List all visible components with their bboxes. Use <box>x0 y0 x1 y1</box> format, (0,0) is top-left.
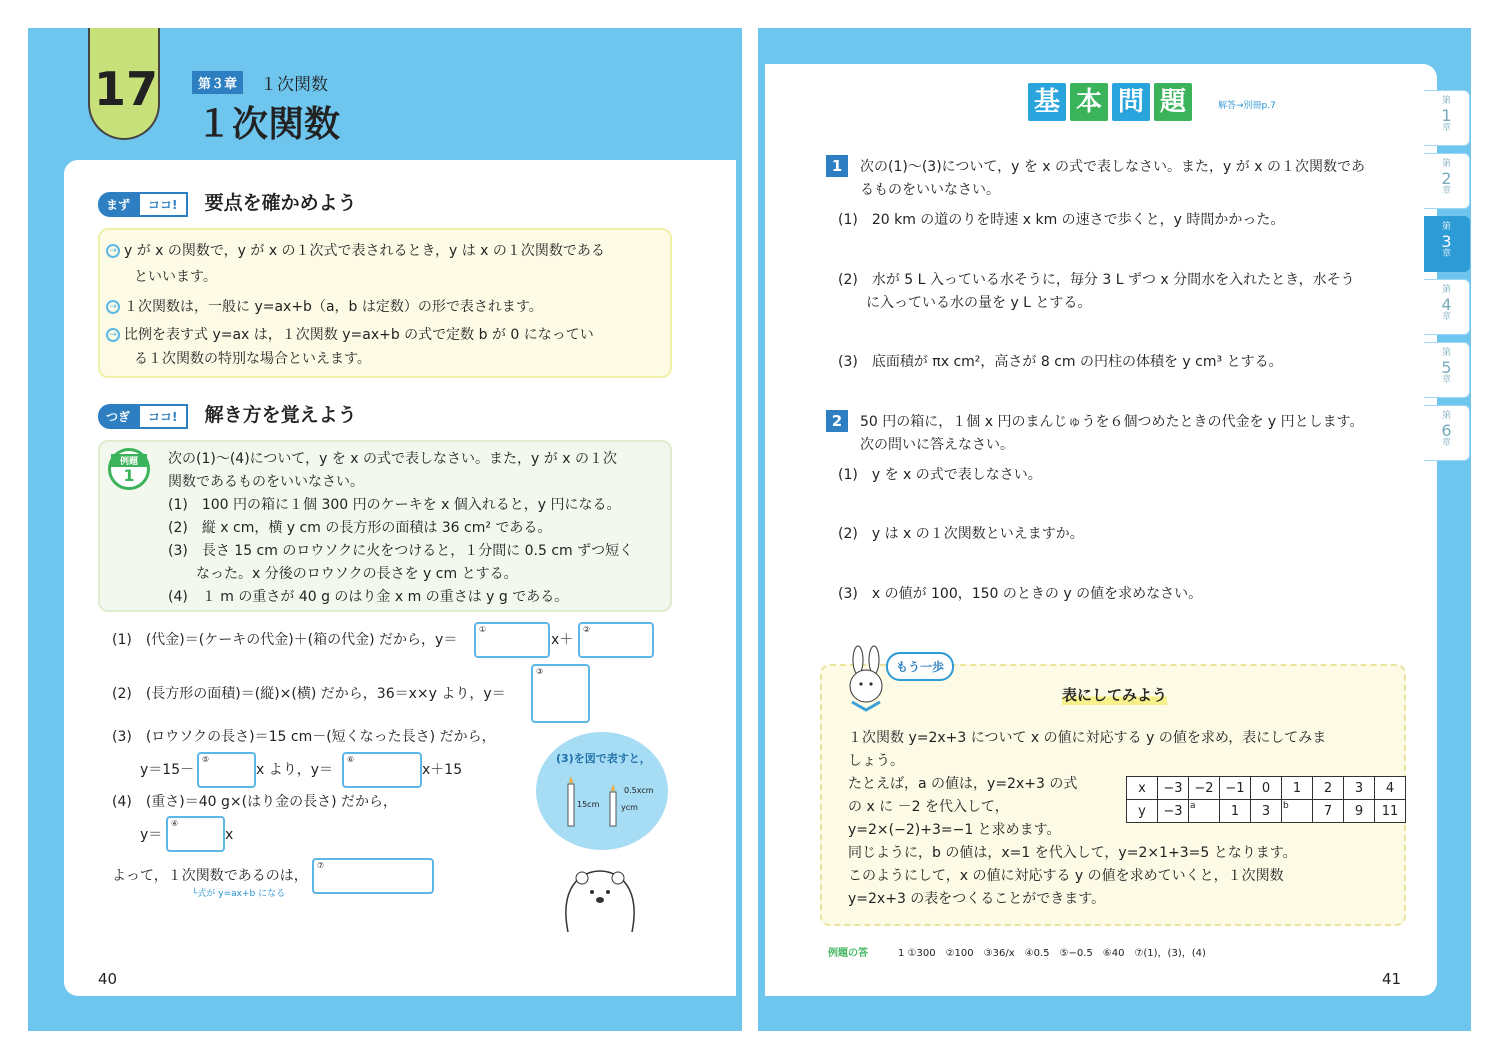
solution-4a: y＝ <box>140 827 163 843</box>
value-table <box>1126 776 1406 823</box>
point-1-cont: といいます。 <box>134 269 217 285</box>
answers-text: 1 ①300 ②100 ③36/x ④0.5 ⑤−0.5 ⑥40 ⑦(1)，(3)，(4) <box>898 948 1206 959</box>
table-cell: 0 <box>1251 777 1282 800</box>
candle-figure <box>560 772 660 832</box>
table-cell: a <box>1189 800 1220 823</box>
table-row-x <box>1127 777 1406 800</box>
point-3-cont: る１次関数の特別な場合といえます。 <box>134 351 371 367</box>
mou-line-3: たとえば，a の値は，y=2x+3 の式 <box>848 776 1078 792</box>
q1-item-3: (3) 底面積が πx cm²，高さが 8 cm の円柱の体積を y cm³ とする。 <box>838 354 1283 370</box>
tsugi-koko: ココ! <box>138 404 187 429</box>
example-intro-2: 関数であるものをいいなさい。 <box>168 474 364 490</box>
example-badge: 例題 1 <box>108 448 150 490</box>
example-item-2: (2) 縦 x cm，横 y cm の長方形の面積は 36 cm² である。 <box>168 520 552 536</box>
table-row-y <box>1127 800 1406 823</box>
answer-box-5[interactable]: ⑤ <box>197 752 256 788</box>
mazu-tag: まず <box>98 192 138 217</box>
example-item-4: (4) １ m の重さが 40 g のはり金 x m の重さは y g である。 <box>168 589 569 605</box>
fig-len-3: ycm <box>621 803 638 812</box>
mou-line-2: しょう。 <box>848 753 904 769</box>
kihon-heading <box>1028 83 1196 121</box>
mou-line-5: y=2×(−2)+3=−1 と求めます。 <box>848 822 1061 838</box>
answer-box-4[interactable]: ④ <box>166 816 225 852</box>
q1-item-2b: に入っている水の量を y L とする。 <box>838 295 1092 311</box>
solution-3: (3) (ロウソクの長さ)＝15 cm－(短くなった長さ) だから， <box>112 729 496 745</box>
conclusion: よって，１次関数であるのは， <box>112 868 308 884</box>
solution-1: (1) (代金)＝(ケーキの代金)＋(箱の代金) だから，y＝ <box>112 632 458 648</box>
table-cell: 1 <box>1220 800 1251 823</box>
table-cell: 9 <box>1344 800 1375 823</box>
solution-2: (2) (長方形の面積)＝(縦)×(横) だから，36＝x×y より，y＝ <box>112 686 506 702</box>
chapter-subtitle: １次関数 <box>260 75 328 95</box>
figure-bubble-title: (3)を図で表すと， <box>556 752 651 765</box>
chapter-tab-4[interactable]: 第 4 章 <box>1424 279 1470 335</box>
table-cell: b <box>1282 800 1313 823</box>
example-item-3: (3) 長さ 15 cm のロウソクに火をつけると，１分間に 0.5 cm ずつ短く <box>168 543 634 559</box>
table-cell: 11 <box>1375 800 1406 823</box>
answer-box-1[interactable]: ① <box>474 622 550 658</box>
chapter-label: 第３章 <box>192 71 243 94</box>
q1-number: 1 <box>826 155 848 177</box>
example-item-1: (1) 100 円の箱に１個 300 円のケーキを x 個入れると，y 円になる。 <box>168 497 621 513</box>
section-number: 17 <box>94 62 159 116</box>
fig-len-1: 15cm <box>577 800 600 809</box>
table-cell: −2 <box>1189 777 1220 800</box>
answer-box-2[interactable]: ② <box>578 622 654 658</box>
point-3: → 比例を表す式 y=ax は，１次関数 y=ax+b の式で定数 b が 0 になってい <box>106 324 594 346</box>
table-cell: 1 <box>1282 777 1313 800</box>
q1-text-1: 次の(1)〜(3)について，y を x の式で表しなさい。また，y が x の１次関数であ <box>860 159 1365 175</box>
table-cell: y <box>1127 800 1158 823</box>
table-cell: −3 <box>1158 800 1189 823</box>
answer-box-7[interactable]: ⑦ <box>312 858 434 894</box>
left-page-number: 40 <box>98 970 118 988</box>
table-cell: 2 <box>1313 777 1344 800</box>
kihon-3: 問 <box>1112 83 1150 121</box>
solution-3a: y＝15－ <box>140 762 195 778</box>
chapter-tab-6[interactable]: 第 6 章 <box>1424 405 1470 461</box>
arrow-icon: → <box>106 300 120 314</box>
example-intro-1: 次の(1)〜(4)について，y を x の式で表しなさい。また，y が x の１次 <box>168 451 617 467</box>
solution-4b: x <box>225 827 234 843</box>
q1-text-2: るものをいいなさい。 <box>860 182 1000 198</box>
mou-ippo-tag: もう一歩 <box>886 652 954 681</box>
chapter-tab-2[interactable]: 第 2 章 <box>1424 153 1470 209</box>
answer-box-3[interactable]: ③ <box>531 664 590 723</box>
tsugi-tag: つぎ <box>98 404 138 429</box>
chapter-tab-3[interactable]: 第 3 章 <box>1424 216 1470 272</box>
point-1: → y が x の関数で，y が x の１次式で表されるとき，y は x の１次関数である <box>106 240 605 262</box>
q2-item-1: (1) y を x の式で表しなさい。 <box>838 467 1042 483</box>
example-item-3b: なった。x 分後のロウソクの長さを y cm とする。 <box>168 566 518 582</box>
solution-4: (4) (重さ)＝40 g×(はり金の長さ) だから， <box>112 794 398 810</box>
table-cell: 7 <box>1313 800 1344 823</box>
solution-3c: x＋15 <box>422 762 463 778</box>
solution-1b: x＋ <box>551 632 574 648</box>
chapter-tab-1[interactable]: 第 1 章 <box>1424 90 1470 146</box>
mou-line-8: y=2x+3 の表をつくることができます。 <box>848 891 1106 907</box>
point-2: → １次関数は，一般に y=ax+b（a，b は定数）の形で表されます。 <box>106 296 543 318</box>
q2-item-2: (2) y は x の１次関数といえますか。 <box>838 526 1084 542</box>
kihon-2: 本 <box>1070 83 1108 121</box>
tsugi-title: 解き方を覚えよう <box>204 404 357 426</box>
fig-len-2: 0.5xcm <box>624 786 654 795</box>
mazu-title: 要点を確かめよう <box>204 192 357 214</box>
q1-item-2: (2) 水が 5 L 入っている水そうに，毎分 3 L ずつ x 分間水を入れたとき，水そう <box>838 272 1355 288</box>
arrow-icon: → <box>106 328 120 342</box>
q2-text-2: 次の問いに答えなさい。 <box>860 437 1014 453</box>
mou-ippo-title: 表にしてみよう <box>1062 686 1168 704</box>
table-cell: x <box>1127 777 1158 800</box>
q2-number: 2 <box>826 410 848 432</box>
mou-line-6: 同じように，b の値は，x=1 を代入して，y=2×1+3=5 となります。 <box>848 845 1297 861</box>
right-page-number: 41 <box>1382 970 1402 988</box>
conclusion-note: └式が y=ax+b になる <box>192 889 286 899</box>
table-cell: 3 <box>1251 800 1282 823</box>
mou-line-4: の x に －2 を代入して， <box>848 799 1009 815</box>
q2-item-3: (3) x の値が 100，150 のときの y の値を求めなさい。 <box>838 586 1203 602</box>
mou-line-1: １次関数 y=2x+3 について x の値に対応する y の値を求め，表にしてみま <box>848 730 1327 746</box>
mazu-koko: ココ! <box>138 192 187 217</box>
answer-reference: 解答→別冊p.7 <box>1218 101 1276 111</box>
arrow-icon: → <box>106 244 120 258</box>
table-cell: 4 <box>1375 777 1406 800</box>
table-cell: −1 <box>1220 777 1251 800</box>
table-cell: 3 <box>1344 777 1375 800</box>
tsugi-heading <box>98 400 357 426</box>
bear-character-icon <box>552 862 648 942</box>
kihon-4: 題 <box>1154 83 1192 121</box>
answer-box-6[interactable]: ⑥ <box>342 752 422 788</box>
kihon-1: 基 <box>1028 83 1066 121</box>
q2-text-1: 50 円の箱に，１個 x 円のまんじゅうを６個つめたときの代金を y 円とします。 <box>860 414 1364 430</box>
table-cell: −3 <box>1158 777 1189 800</box>
mazu-heading <box>98 188 357 214</box>
chapter-tab-5[interactable]: 第 5 章 <box>1424 342 1470 398</box>
answers-label: 例題の答 <box>828 948 868 959</box>
solution-3b: x より，y＝ <box>256 762 334 778</box>
q1-item-1: (1) 20 km の道のりを時速 x km の速さで歩くと，y 時間かかった。 <box>838 212 1285 228</box>
page-title: １次関数 <box>196 104 341 145</box>
mou-line-7: このようにして，x の値に対応する y の値を求めていくと，１次関数 <box>848 868 1284 884</box>
